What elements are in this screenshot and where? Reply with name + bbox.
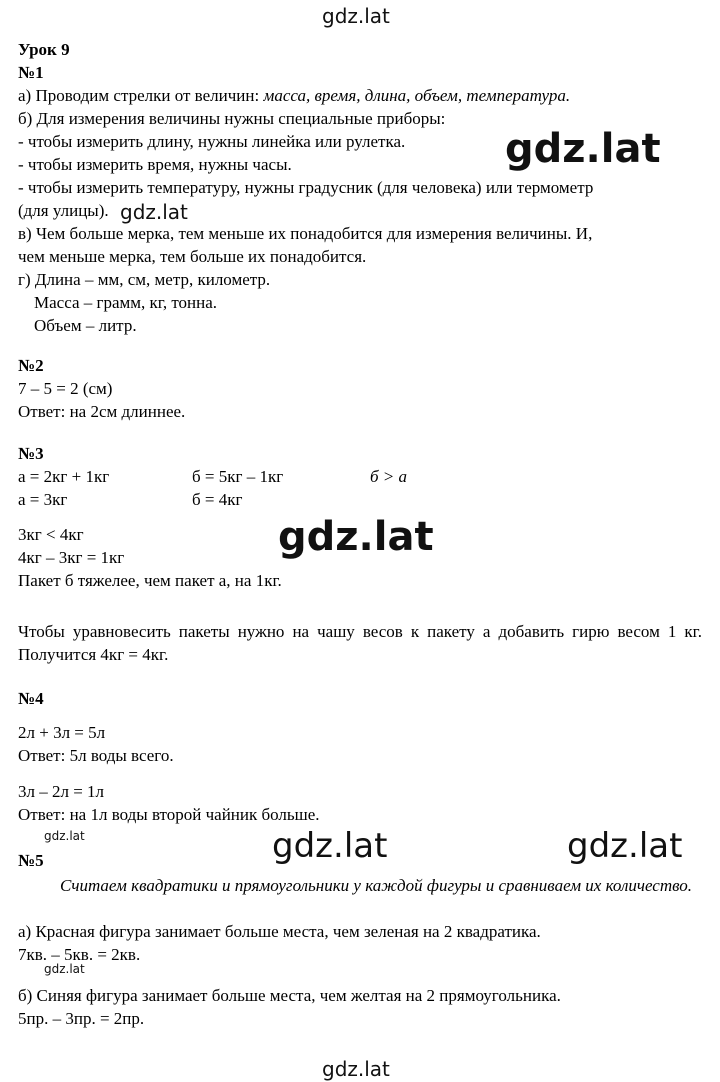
task5-part-a-calc: 7кв. – 5кв. = 2кв.: [18, 945, 141, 964]
task1-part-g-line-2: Масса – грамм, кг, тонна.: [34, 293, 218, 312]
watermark-top: gdz.lat: [322, 4, 390, 28]
task5-part-b: б) Синяя фигура занимает больше места, чем желтая на 2 прямоугольника.: [18, 986, 561, 1005]
watermark-mid-right: gdz.lat: [567, 826, 683, 866]
watermark-tiny-1: gdz.lat: [44, 829, 85, 843]
task1-b-item-1: - чтобы измерить длину, нужны линейка или рулетка.: [18, 132, 406, 151]
task1-number: №1: [18, 63, 44, 82]
task1-b-item-2: - чтобы измерить время, нужны часы.: [18, 155, 292, 174]
task3-compare: б > а: [370, 467, 408, 486]
watermark-tiny-2: gdz.lat: [44, 962, 85, 976]
watermark-small-1: gdz.lat: [120, 200, 188, 224]
task1-part-a-items: масса, время, длина, объем, температура.: [263, 86, 571, 105]
task3-expr-b: б = 5кг – 1кг: [192, 467, 284, 486]
task2-line-1: 7 – 5 = 2 (см): [18, 379, 113, 398]
task1-part-a: [18, 84, 570, 107]
task1-part-g-line-3: Объем – литр.: [34, 316, 137, 335]
watermark-large-2: gdz.lat: [278, 514, 434, 560]
watermark-large-1: gdz.lat: [505, 126, 661, 172]
task4-line-3: 3л – 2л = 1л: [18, 782, 105, 801]
task1-part-v-line-2: чем меньше мерка, тем больше их понадобится.: [18, 247, 367, 266]
task2-answer: Ответ: на 2см длиннее.: [18, 402, 186, 421]
task1-b-item-3: - чтобы измерить температуру, нужны градусник (для человека) или термометр: [18, 178, 594, 197]
watermark-bottom: gdz.lat: [322, 1057, 390, 1081]
task5-intro: Считаем квадратики и прямоугольники у каждой фигуры и сравниваем их количество.: [60, 876, 693, 895]
task1-part-a-prefix: а) Проводим стрелки от величин:: [18, 86, 264, 105]
task4-number: №4: [18, 689, 44, 708]
task1-b-item-3-cont: (для улицы).: [18, 201, 109, 220]
task3-line-5: Пакет б тяжелее, чем пакет а, на 1кг.: [18, 571, 282, 590]
task1-part-b: б) Для измерения величины нужны специальные приборы:: [18, 109, 446, 128]
task3-paragraph: Чтобы уравновесить пакеты нужно на чашу весов к пакету а добавить гирю весом 1 кг. Получится 4кг = 4кг.: [18, 622, 702, 664]
task3-line-3: 3кг < 4кг: [18, 525, 84, 544]
task1-part-g-line-1: г) Длина – мм, см, метр, километр.: [18, 270, 271, 289]
task4-line-4: Ответ: на 1л воды второй чайник больше.: [18, 805, 320, 824]
task3-line-4: 4кг – 3кг = 1кг: [18, 548, 125, 567]
task5-number: №5: [18, 851, 44, 870]
task5-part-b-calc: 5пр. – 3пр. = 2пр.: [18, 1009, 145, 1028]
watermark-mid-left: gdz.lat: [272, 826, 388, 866]
task4-line-1: 2л + 3л = 5л: [18, 723, 106, 742]
task3-number: №3: [18, 444, 44, 463]
task2-number: №2: [18, 356, 44, 375]
task3-expr-a: а = 2кг + 1кг: [18, 467, 110, 486]
task1-part-v-line-1: в) Чем больше мерка, тем меньше их понадобится для измерения величины. И,: [18, 224, 593, 243]
lesson-title: Урок 9: [18, 40, 70, 59]
task4-line-2: Ответ: 5л воды всего.: [18, 746, 174, 765]
task3-result-b: б = 4кг: [192, 490, 243, 509]
task5-part-a: а) Красная фигура занимает больше места, чем зеленая на 2 квадратика.: [18, 922, 541, 941]
task3-result-a: а = 3кг: [18, 490, 68, 509]
